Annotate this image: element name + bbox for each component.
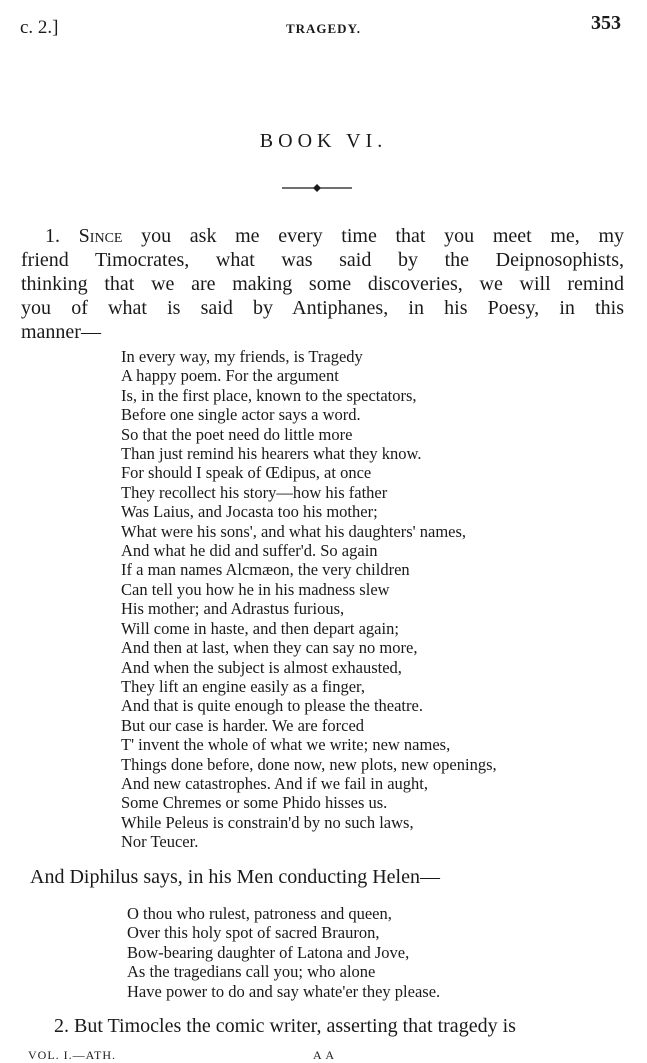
verse-line: Before one single actor says a word. (121, 405, 361, 425)
paragraph-line: thinking that we are making some discoveries, we will remind (21, 273, 624, 295)
verse-line: Have power to do and say whate'er they please. (127, 981, 441, 1001)
footer-volume: VOL. I.—ATH. (28, 1048, 116, 1062)
verse-line: And what he did and suffer'd. So again (121, 541, 378, 561)
verse-line: Nor Teucer. (121, 832, 199, 852)
verse-line: They recollect his story—how his father (121, 482, 388, 502)
verse-line: Some Chremes or some Phido hisses us. (121, 793, 388, 813)
verse-line: Is, in the first place, known to the spectators, (121, 385, 417, 405)
paragraph-2-start: 2. But Timocles the comic writer, asserting that tragedy is (54, 1015, 516, 1037)
verse-line: Can tell you how he in his madness slew (121, 579, 390, 599)
paragraph-line: 1. Since you ask me every time that you meet me, my (45, 225, 625, 247)
verse-line: Than just remind his hearers what they know. (121, 444, 422, 464)
verse-line: If a man names Alcmæon, the very children (121, 560, 410, 580)
verse-line: And new catastrophes. And if we fail in aught, (121, 773, 429, 793)
verse-block-antiphanes (121, 347, 497, 852)
verse-line: Over this holy spot of sacred Brauron, (127, 923, 380, 943)
verse-line: His mother; and Adrastus furious, (121, 599, 345, 619)
page-number: 353 (591, 12, 621, 34)
verse-line: Was Laius, and Jocasta too his mother; (121, 502, 378, 522)
verse-line: While Peleus is constrain'd by no such laws, (121, 812, 414, 832)
footer-signature: A A (313, 1048, 336, 1062)
ornament-rule-icon (282, 180, 352, 196)
verse-line: And that is quite enough to please the theatre. (121, 696, 423, 716)
verse-line: Things done before, done now, new plots, new openings, (121, 754, 497, 774)
verse-line: So that the poet need do little more (121, 424, 353, 444)
paragraph-line: manner— (21, 321, 101, 343)
verse-line: For should I speak of Œdipus, at once (121, 463, 372, 483)
paragraph-diphilus: And Diphilus says, in his Men conducting Helen— (30, 866, 440, 888)
running-title: TRAGEDY. (285, 21, 362, 36)
verse-line: As the tragedians call you; who alone (127, 962, 376, 982)
verse-line: And then at last, when they can say no more, (121, 638, 418, 658)
verse-line: What were his sons', and what his daughters' names, (121, 521, 467, 541)
verse-line: A happy poem. For the argument (121, 366, 339, 386)
verse-line: And when the subject is almost exhausted, (121, 657, 402, 677)
paragraph-line: you of what is said by Antiphanes, in his Poesy, in this (21, 297, 624, 319)
paragraph-1 (21, 224, 624, 344)
chapter-marker: c. 2.] (20, 17, 59, 38)
verse-block-diphilus (127, 904, 440, 1001)
verse-line: T' invent the whole of what we write; new names, (121, 735, 451, 755)
verse-line: But our case is harder. We are forced (121, 715, 365, 735)
verse-line: In every way, my friends, is Tragedy (121, 347, 363, 366)
verse-line: They lift an engine easily as a finger, (121, 676, 365, 696)
verse-line: Bow-bearing daughter of Latona and Jove, (127, 942, 410, 962)
book-title: BOOK VI. (259, 130, 388, 152)
verse-line: Will come in haste, and then depart again; (121, 618, 399, 638)
verse-line: O thou who rulest, patroness and queen, (127, 904, 392, 923)
paragraph-line: friend Timocrates, what was said by the Deipnosophists, (21, 249, 624, 271)
